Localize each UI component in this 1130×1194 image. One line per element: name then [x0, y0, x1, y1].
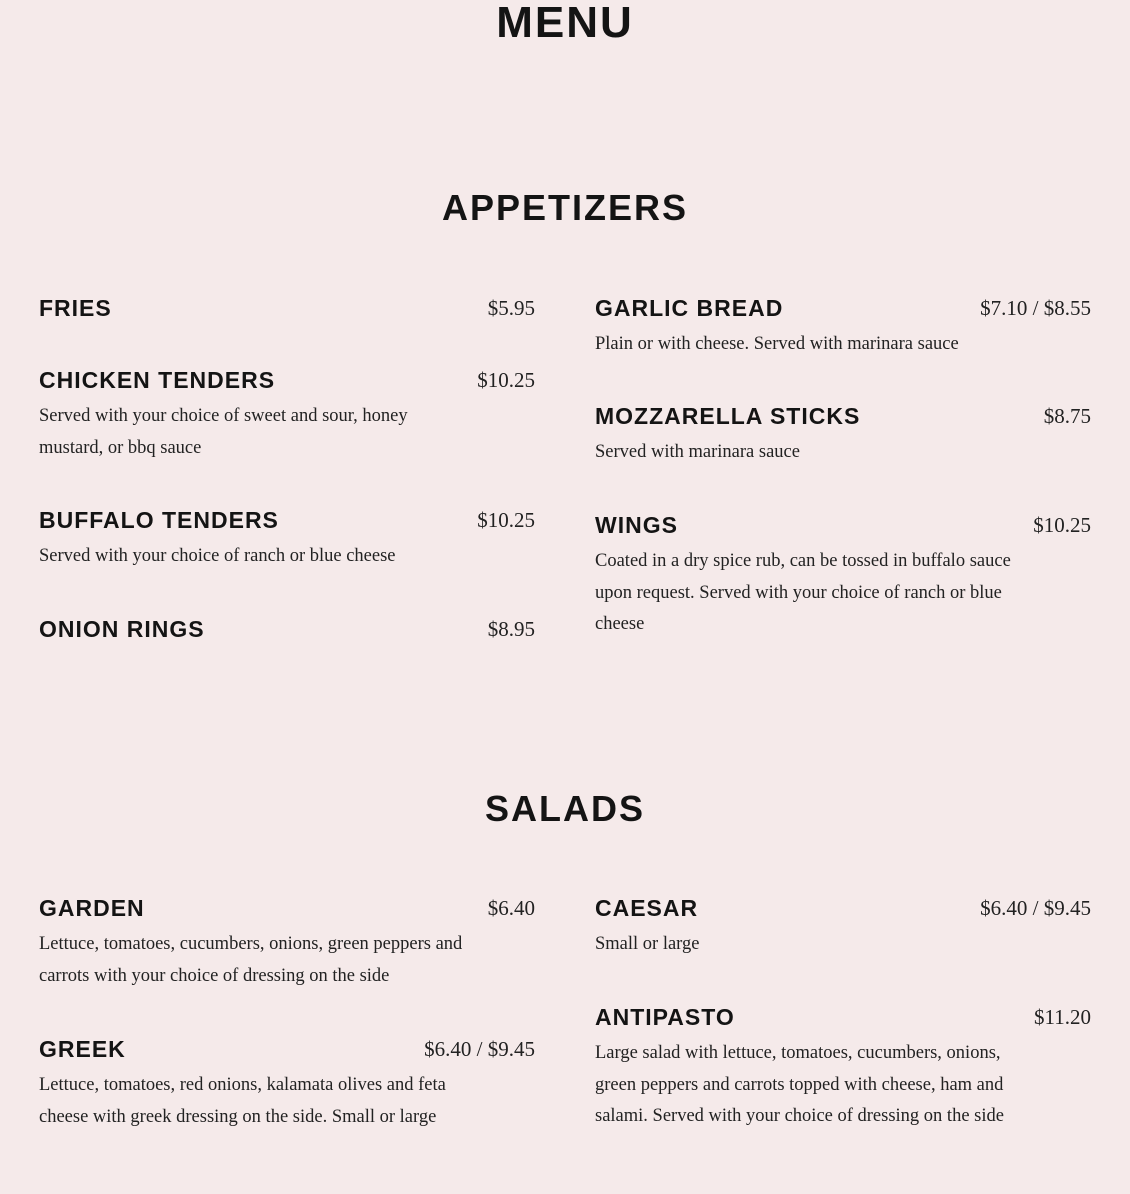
- item-name: GARDEN: [39, 895, 145, 921]
- item-price: $10.25: [477, 508, 535, 532]
- item-price: $10.25: [477, 368, 535, 392]
- item-description: Served with marinara sauce: [595, 442, 800, 462]
- menu-item-chicken-tenders: [39, 365, 535, 464]
- item-price: $10.25: [1033, 513, 1091, 537]
- item-price: $6.40: [487, 896, 535, 920]
- item-price: $11.20: [1034, 1005, 1091, 1029]
- item-description: Lettuce, tomatoes, cucumbers, onions, green peppers and carrots with your choice of dressing on the side: [39, 934, 463, 986]
- menu-item-garden: [39, 893, 535, 992]
- item-description: Large salad with lettuce, tomatoes, cucumbers, onions, green peppers and carrots topped with cheese, ham and salami. Served with your choice of dressing on the side: [595, 1043, 1004, 1126]
- menu-item-fries: [39, 293, 535, 323]
- item-price: $8.95: [487, 617, 535, 641]
- section-title-appetizers: APPETIZERS: [441, 187, 689, 228]
- item-description: Coated in a dry spice rub, can be tossed in buffalo sauce upon request. Served with your choice of ranch or blue cheese: [595, 551, 1011, 634]
- menu-item-wings: [595, 510, 1091, 641]
- item-name: CAESAR: [595, 895, 699, 921]
- item-price: $6.40 / $9.45: [424, 1037, 535, 1061]
- section-title-salads: SALADS: [484, 788, 645, 829]
- item-name: WINGS: [595, 512, 678, 538]
- item-name: GARLIC BREAD: [595, 295, 784, 321]
- item-price: $5.95: [487, 296, 535, 320]
- item-description: Plain or with cheese. Served with marinara sauce: [595, 334, 959, 354]
- item-price: $8.75: [1043, 404, 1091, 428]
- item-description: Small or large: [595, 934, 700, 954]
- item-price: $6.40 / $9.45: [980, 896, 1091, 920]
- item-description: Served with your choice of sweet and sour, honey mustard, or bbq sauce: [39, 406, 408, 458]
- menu-item-mozzarella-sticks: [595, 401, 1091, 469]
- item-name: ONION RINGS: [39, 616, 205, 642]
- menu-item-antipasto: [595, 1002, 1091, 1133]
- item-name: FRIES: [39, 295, 112, 321]
- item-name: GREEK: [39, 1036, 126, 1062]
- menu-item-greek: [39, 1034, 535, 1133]
- item-name: CHICKEN TENDERS: [39, 367, 276, 393]
- menu-item-onion-rings: [39, 614, 535, 644]
- item-description: Served with your choice of ranch or blue cheese: [39, 546, 396, 566]
- menu-item-garlic-bread: [595, 293, 1091, 361]
- item-name: ANTIPASTO: [595, 1004, 735, 1030]
- item-description: Lettuce, tomatoes, red onions, kalamata olives and feta cheese with greek dressing on the side. Small or large: [39, 1075, 446, 1127]
- menu-item-caesar: [595, 893, 1091, 961]
- item-name: BUFFALO TENDERS: [39, 507, 279, 533]
- page-title: MENU: [496, 0, 634, 47]
- menu-item-buffalo-tenders: [39, 505, 535, 573]
- item-name: MOZZARELLA STICKS: [595, 403, 861, 429]
- item-price: $7.10 / $8.55: [980, 296, 1091, 320]
